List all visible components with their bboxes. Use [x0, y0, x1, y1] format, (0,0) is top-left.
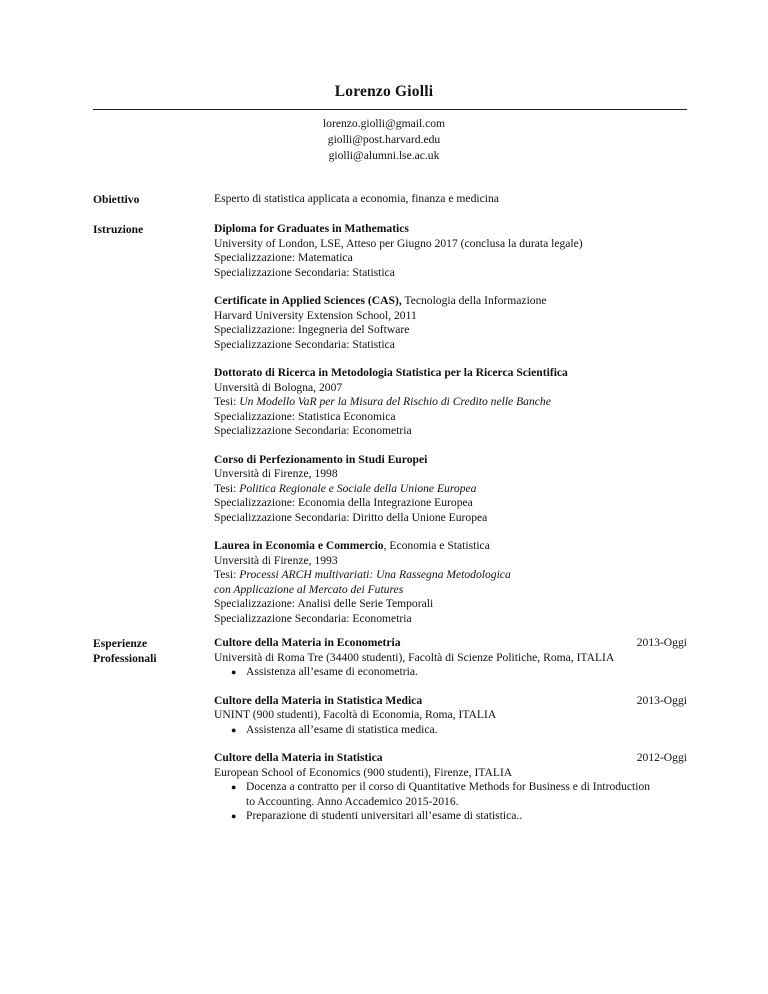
entry-title-extra: Tecnologia della Informazione — [401, 294, 547, 307]
section-label-line: Professionali — [93, 652, 157, 665]
entry-title: Dottorato di Ricerca in Metodologia Statistica per la Ricerca Scientifica — [214, 366, 568, 379]
entry-line: Specializzazione Secondaria: Statistica — [214, 337, 395, 351]
entry-title: Diploma for Graduates in Mathematics — [214, 222, 409, 235]
experience-entry — [214, 751, 687, 824]
experience-title-row — [214, 636, 687, 651]
entry-line: Specializzazione: Ingegneria del Software — [214, 323, 410, 336]
entry-date: 2012-Oggi — [636, 751, 687, 764]
experience-entry — [214, 694, 687, 738]
entry-line: Specializzazione Secondaria: Econometria — [214, 611, 412, 625]
header-divider — [93, 109, 687, 110]
education-entry — [214, 453, 687, 526]
experience-title-row — [214, 694, 687, 709]
entry-line: Specializzazione: Statistica Economica — [214, 409, 396, 423]
email-primary: lorenzo.giolli@gmail.com — [322, 117, 446, 130]
entry-place: European School of Economics (900 studenti), Firenze, ITALIA — [214, 765, 513, 779]
entry-place: Università di Roma Tre (34400 studenti), Facoltà di Scienze Politiche, Roma, ITALIA — [214, 650, 615, 664]
experience-list — [214, 636, 687, 838]
thesis-line — [214, 482, 687, 497]
entry-date: 2013-Oggi — [636, 693, 687, 707]
bullet-item: ● Preparazione di studenti universitari all’esame di statistica.. — [246, 809, 687, 824]
contact-emails — [0, 116, 768, 164]
entry-place: UNINT (900 studenti), Facoltà di Economia, Roma, ITALIA — [214, 708, 497, 721]
entry-line: Specializzazione Secondaria: Statistica — [214, 265, 395, 279]
thesis-title: Politica Regionale e Sociale della Unione Europea — [239, 481, 477, 495]
thesis-line — [214, 568, 687, 583]
thesis-label: Tesi: — [214, 481, 240, 495]
objective-text: Esperto di statistica applicata a economia, finanza e medicina — [214, 192, 499, 205]
education-list — [214, 222, 687, 640]
entry-line: Unversità di Bologna, 2007 — [214, 380, 343, 394]
bullet-item: ● Assistenza all’esame di statistica medica. — [246, 723, 687, 738]
entry-line: Specializzazione: Analisi delle Serie Temporali — [214, 597, 434, 610]
section-label-line: Esperienze — [93, 637, 148, 650]
entry-title-main: Certificate in Applied Sciences (CAS), — [214, 294, 402, 307]
entry-line: Specializzazione Secondaria: Diritto della Unione Europea — [214, 510, 488, 524]
email-lse: giolli@alumni.lse.ac.uk — [328, 149, 440, 162]
entry-line: Unversità di Firenze, 1993 — [214, 553, 338, 567]
entry-title: Corso di Perfezionamento in Studi Europei — [214, 452, 428, 466]
bullet-text-line: ● Docenza a contratto per il corso di Quantitative Methods for Business e di Introduction — [246, 780, 651, 793]
entry-line: Harvard University Extension School, 2011 — [214, 308, 417, 322]
bullet-list — [214, 665, 687, 680]
entry-title-main: Laurea in Economia e Commercio — [214, 539, 384, 552]
thesis-title: Un Modello VaR per la Misura del Rischio di Credito nelle Banche — [239, 395, 551, 408]
experience-title-row — [214, 751, 687, 766]
education-entry — [214, 366, 687, 439]
bullet-item — [246, 780, 687, 809]
entry-line: Unversità di Firenze, 1998 — [214, 467, 338, 480]
entry-line: Specializzazione Secondaria: Econometria — [214, 424, 412, 437]
entry-title: Cultore della Materia in Statistica Medica — [214, 693, 423, 707]
experience-entry — [214, 636, 687, 680]
entry-line: Specializzazione: Economia della Integrazione Europea — [214, 496, 473, 509]
education-entry — [214, 539, 687, 626]
thesis-title: Processi ARCH multivariati: Una Rassegna Metodologica — [239, 568, 511, 581]
thesis-label: Tesi: — [214, 568, 240, 581]
thesis-line — [214, 395, 687, 410]
entry-title — [214, 294, 687, 309]
entry-title — [214, 539, 687, 554]
bullet-item: ● Assistenza all’esame di econometria. — [246, 665, 687, 680]
entry-title: Cultore della Materia in Econometria — [214, 636, 401, 649]
entry-title-extra: , Economia e Statistica — [383, 539, 490, 552]
email-harvard: giolli@post.harvard.edu — [327, 133, 441, 146]
entry-line: Specializzazione: Matematica — [214, 251, 353, 264]
education-entry — [214, 294, 687, 352]
entry-line: University of London, LSE, Atteso per Giugno 2017 (conclusa la durata legale) — [214, 236, 583, 250]
thesis-title-cont: con Applicazione al Mercato dei Futures — [214, 582, 404, 596]
bullet-list — [214, 780, 687, 824]
resume-name: Lorenzo Giolli — [334, 83, 434, 100]
education-entry — [214, 222, 687, 280]
bullet-list — [214, 723, 687, 738]
thesis-label: Tesi: — [214, 395, 240, 408]
bullet-text-line: to Accounting. Anno Accademico 2015-2016. — [246, 794, 459, 808]
section-label-experience — [93, 636, 157, 666]
section-label-education: Istruzione — [93, 223, 144, 236]
entry-date: 2013-Oggi — [636, 636, 687, 649]
entry-title: Cultore della Materia in Statistica — [214, 751, 383, 764]
section-label-objective: Obiettivo — [93, 193, 140, 206]
